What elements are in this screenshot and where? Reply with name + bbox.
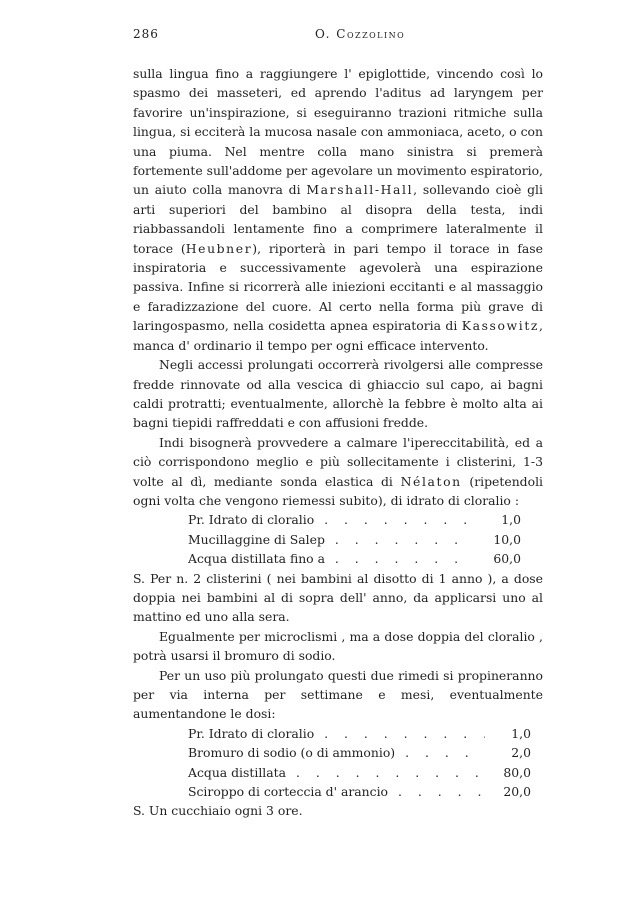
prescription-line [133, 763, 531, 782]
prescription-bromuro [133, 724, 543, 802]
paragraph-1-text-a: sulla lingua fino a raggiungere l' epiglottide, vincendo così lo spasmo dei masseteri, ed aprendo l'aditus ad laryngem per favorire un'inspirazione, si eseguiranno trazioni ritmiche sulla lingua, si ecciterà la mucosa nasale con ammoniaca, aceto, o con una piuma. Nel mentre colla mano sinistra si premerà fortemente sull'addome per agevolare un movimento espiratorio, un aiuto colla manovra di [133, 66, 543, 198]
ingredient-name: Acqua distillata . . . [188, 763, 485, 782]
author-name-marshall-hall: Marshall-Hall [306, 182, 414, 198]
author-name-nelaton: Nélaton [400, 473, 462, 489]
paragraph-3-text-b: (ripetendoli ogni volta che vengono riemessi subito), di idrato di cloralio : [133, 473, 543, 508]
ingredient-quantity: 1,0 [511, 725, 531, 741]
paragraph-7: S. Un cucchiaio ogni 3 ore. [133, 803, 303, 819]
paragraph-2: Negli accessi prolungati occorrerà rivolgersi alle compresse fredde rinnovate od alla vescica di ghiaccio sul capo, ai bagni caldi protratti; eventualmente, allorchè la febbre è molto alta ai bagni tiepidi raffreddati e con affusioni fredde. [133, 357, 543, 431]
prescription-line [133, 549, 521, 568]
body-text [133, 64, 543, 821]
ingredient-name: Bromuro di sodio (o di ammonio) . . . [188, 743, 485, 762]
ingredient-quantity: 1,0 [501, 512, 521, 528]
paragraph-1-text-b: , sollevando cioè gli arti superiori del bambino al disopra della testa, indi riabbassandoli lentamente fino a comprimere lateralmente il torace ( [133, 182, 543, 256]
running-head: O. Cozzolino [315, 27, 406, 41]
ingredient-name: Pr. Idrato di cloralio . . . [188, 510, 475, 529]
ingredient-name: Mucillaggine di Salep . . . [188, 530, 475, 549]
ingredient-name: Pr. Idrato di cloralio . . . [188, 724, 485, 743]
page-header [133, 27, 543, 47]
ingredient-quantity: 60,0 [493, 551, 521, 567]
prescription-line [133, 530, 521, 549]
prescription-cloralio [133, 510, 543, 568]
author-name-kassowitz: Kassowitz [461, 318, 540, 334]
page-number: 286 [133, 27, 159, 41]
ingredient-quantity: 10,0 [493, 531, 521, 547]
paragraph-5: Egualmente per microclismi , ma a dose doppia del cloralio , potrà usarsi il bromuro di sodio. [133, 628, 543, 664]
prescription-line [133, 724, 531, 743]
paragraph-3 [133, 433, 543, 511]
prescription-line [133, 743, 531, 762]
paragraph-6: Per un uso più prolungato questi due rimedi si propineranno per via interna per settimane e mesi, eventualmente aumentandone le dosi: [133, 667, 543, 722]
paragraph-1 [133, 64, 543, 355]
ingredient-quantity: 20,0 [503, 783, 531, 799]
paragraph-4: S. Per n. 2 clisterini ( nei bambini al disotto di 1 anno ), a dose doppia nei bambini al di sopra dell' anno, da applicarsi uno al mattino ed uno alla sera. [133, 570, 543, 625]
ingredient-quantity: 2,0 [511, 745, 531, 761]
paragraph-1-text-d: , manca d' ordinario il tempo per ogni efficace intervento. [133, 318, 543, 353]
prescription-line [133, 510, 521, 529]
author-name-heubner: Heubner [185, 240, 253, 256]
ingredient-quantity: 80,0 [503, 764, 531, 780]
paragraph-1-text-c: ), riporterà in pari tempo il torace in fase inspiratoria e successivamente agevolerà una espirazione passiva. Infine si ricorrerà alle iniezioni eccitanti e al massaggio e faradizzazione del cuore. Al certo nella forma più grave di laringospasmo, nella cosidetta apnea espiratoria di [133, 240, 543, 334]
paragraph-3-text-a: Indi bisognerà provvedere a calmare l'ipereccitabilità, ed a ciò corrispondono meglio e più sollecitamente i clisterini, 1-3 volte al dì, mediante sonda elastica di [133, 434, 543, 489]
ingredient-name: Acqua distillata fino a . . . [188, 549, 475, 568]
prescription-line [133, 782, 531, 801]
ingredient-name: Sciroppo di corteccia d' arancio . . . [188, 782, 485, 801]
